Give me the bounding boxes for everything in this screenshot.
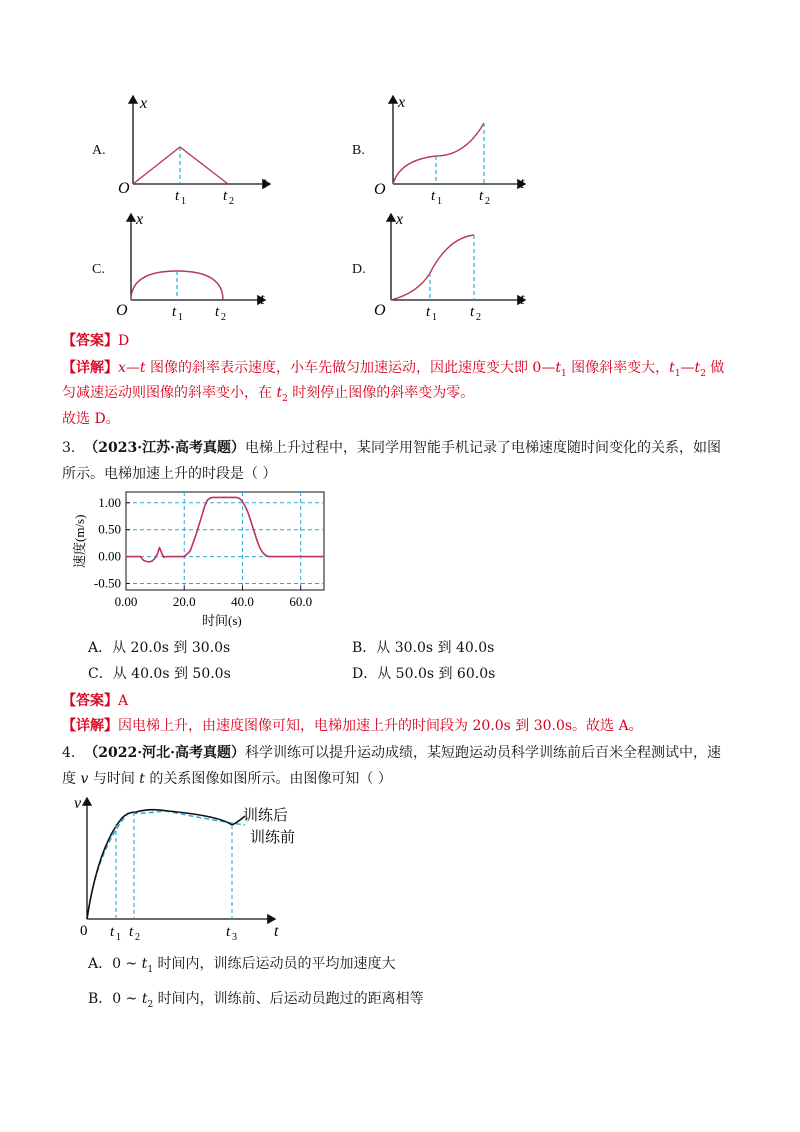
graph-c-t2: t	[215, 304, 220, 320]
graph-c-x: x	[136, 211, 144, 228]
q3-stem-line2: 所示。电梯加速上升的时段是（ ）	[62, 466, 277, 482]
y-tick-label: -0.50	[93, 575, 121, 591]
q2-detail-line2	[62, 382, 474, 410]
graph-a-origin: O	[118, 180, 130, 197]
graph-origin: 0	[80, 923, 88, 939]
graph-t1-sub: 1	[116, 932, 121, 943]
q3-option-a[interactable]: A．从 20.0s 到 30.0s	[88, 640, 231, 656]
graph-b-t: t	[520, 175, 525, 192]
x-tick-label: 20.0	[172, 594, 196, 609]
graph-t3: t	[226, 924, 231, 940]
option-text: 时间内，训练前、后运动员跑过的距离相等	[153, 991, 424, 1007]
graph-a-t1-sub: 1	[181, 196, 186, 207]
detail-text: —	[680, 360, 695, 376]
detail-text: 时刻停止图像的斜率变为零。	[287, 385, 475, 401]
graph-a-x: x	[140, 95, 148, 112]
x-axis-label: 时间(s)	[202, 613, 242, 628]
graph-b-t1-sub: 1	[437, 196, 442, 207]
option-label: B．	[88, 991, 113, 1007]
q4-stem-line2	[62, 768, 392, 790]
stem-var: t	[139, 771, 145, 787]
detail-t: t	[669, 360, 675, 376]
graph-b-t2: t	[479, 188, 484, 204]
graph-c-label: C.	[92, 262, 105, 277]
question-stem: 电梯上升过程中，某同学用智能手机记录了电梯速度随时间变化的关系，如图	[244, 440, 721, 456]
question-number: 4.	[62, 745, 76, 761]
stem-text: 的关系图像如图所示。由图像可知（ ）	[144, 771, 392, 787]
legend-before: 训练前	[250, 830, 296, 846]
detail-text: 因电梯上升，由速度图像可知，电梯加速上升的时间段为 20.0s 到 30.0s。故选 A。	[118, 718, 643, 734]
graph-t3-sub: 3	[232, 932, 237, 943]
q3-answer	[62, 690, 128, 712]
question-number: 3.	[62, 440, 76, 456]
option-sub: 1	[147, 964, 154, 975]
velocity-chart	[62, 486, 342, 632]
graph-d	[370, 208, 540, 328]
graph-a	[110, 90, 280, 210]
stem-text: 度	[62, 771, 81, 787]
graph-d-t2-sub: 2	[476, 312, 481, 323]
detail-text: 图像斜率变大，	[566, 360, 670, 376]
y-tick-label: 0.00	[98, 548, 121, 564]
option-math: 0 ~	[112, 991, 142, 1007]
sprint-vt-graph	[70, 792, 296, 944]
q3-option-d[interactable]: D．从 50.0s 到 60.0s	[352, 666, 496, 682]
graph-d-t1-sub: 1	[432, 312, 437, 323]
graph-a-t2: t	[223, 188, 228, 204]
stem-var: v	[80, 771, 89, 787]
q3-option-b[interactable]: B．从 30.0s 到 40.0s	[352, 640, 495, 656]
graph-b-x: x	[398, 94, 406, 111]
detail-t: t	[555, 360, 561, 376]
stem-text: 与时间	[88, 771, 140, 787]
graph-c-t: t	[260, 291, 265, 308]
detail-sub: 2	[282, 393, 288, 404]
graph-t-axis: t	[274, 923, 279, 940]
q2-detail-line3: 故选 D。	[62, 411, 120, 427]
y-axis-label: 速度(m/s)	[72, 514, 87, 568]
question-source: （2022·河北·高考真题）	[84, 745, 245, 761]
q4-option-a[interactable]	[88, 953, 396, 981]
graph-c-t1: t	[172, 304, 177, 320]
graph-c-t2-sub: 2	[221, 312, 226, 323]
option-t: t	[141, 956, 148, 972]
detail-tag: 【详解】	[62, 718, 118, 734]
detail-text: 做	[705, 360, 725, 376]
option-math: 0 ~	[112, 956, 142, 972]
q4-option-b[interactable]	[88, 988, 424, 1016]
plot-frame	[126, 492, 324, 590]
y-tick-label: 1.00	[98, 494, 121, 510]
legend-after: 训练后	[243, 808, 289, 824]
option-t: t	[141, 991, 148, 1007]
graph-b-t2-sub: 2	[485, 196, 490, 207]
q3-detail	[62, 715, 643, 737]
y-tick-label: 0.50	[98, 521, 121, 537]
graph-c	[110, 208, 280, 328]
q3-stem-line1	[62, 437, 721, 459]
answer-value: A	[118, 693, 129, 709]
question-source: （2023·江苏·高考真题）	[84, 440, 245, 456]
graph-v-axis: v	[74, 795, 82, 812]
graph-c-origin: O	[116, 302, 128, 319]
option-sub: 2	[147, 999, 154, 1010]
graph-b-label: B.	[352, 143, 365, 158]
graph-t2-sub: 2	[135, 932, 140, 943]
graph-b	[370, 90, 540, 210]
graph-d-origin: O	[374, 302, 386, 319]
x-tick-label: 40.0	[231, 594, 254, 609]
graph-a-t1: t	[175, 188, 180, 204]
answer-tag: 【答案】	[62, 693, 118, 709]
graph-a-t: t	[262, 175, 267, 192]
graph-a-label: A.	[92, 143, 106, 158]
detail-text: 匀减速运动则图像的斜率变小，在	[62, 385, 277, 401]
q2-detail-line1	[62, 357, 724, 385]
graph-d-label: D.	[352, 262, 366, 277]
detail-tag: 【详解】	[62, 360, 118, 376]
q4-stem-line1	[62, 742, 721, 764]
answer-tag: 【答案】	[62, 333, 118, 349]
option-text: 时间内，训练后运动员的平均加速度大	[153, 956, 396, 972]
graph-t2: t	[129, 924, 134, 940]
detail-sub: 2	[700, 368, 706, 379]
graph-d-t2: t	[470, 304, 475, 320]
question-stem: 科学训练可以提升运动成绩，某短跑运动员科学训练前后百米全程测试中，速	[244, 745, 721, 761]
q3-option-c[interactable]: C．从 40.0s 到 50.0s	[88, 666, 231, 682]
graph-t1: t	[110, 924, 115, 940]
x-tick-label: 60.0	[289, 594, 313, 609]
detail-sub: 1	[560, 368, 567, 379]
detail-t: t	[694, 360, 701, 376]
detail-sub: 1	[674, 368, 681, 379]
detail-xt: x—t	[118, 360, 146, 376]
detail-text: 图像的斜率表示速度，小车先做匀加速运动，因此速度变大即 0—	[145, 360, 556, 376]
graph-b-origin: O	[374, 181, 386, 198]
graph-d-x: x	[396, 211, 404, 228]
graph-d-t: t	[520, 291, 525, 308]
graph-d-t1: t	[426, 304, 431, 320]
q2-answer	[62, 330, 129, 352]
x-tick-label: 0.00	[114, 594, 138, 609]
answer-value: D	[118, 333, 130, 349]
graph-a-t2-sub: 2	[229, 196, 234, 207]
option-label: A．	[88, 956, 113, 972]
graph-b-t1: t	[431, 188, 436, 204]
graph-c-t1-sub: 1	[178, 312, 183, 323]
detail-t: t	[276, 385, 283, 401]
